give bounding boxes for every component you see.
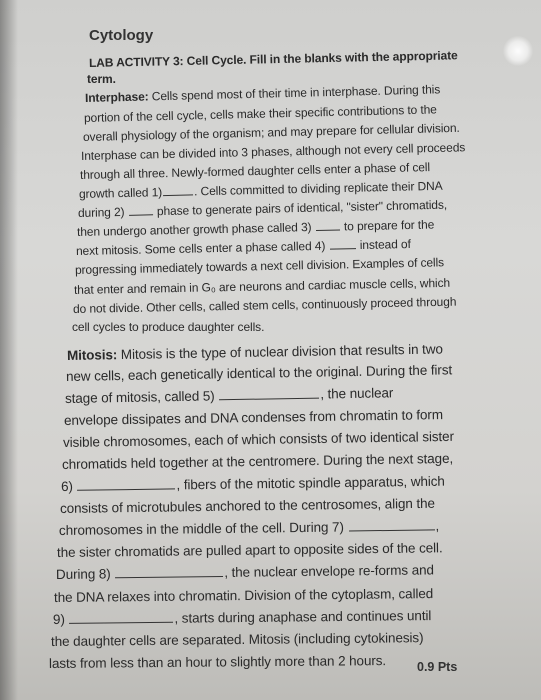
mitosis-line-7	[61, 474, 445, 494]
mitosis-text-10: the sister chromatids are pulled apart to opposite sides of the cell.	[56, 540, 443, 560]
mitosis-text-15: lasts from less than an hour to slightly more than 2 hours.	[48, 653, 387, 671]
blank-1[interactable]	[163, 193, 193, 196]
mitosis-line-10	[57, 540, 443, 560]
blank-5-suffix: , the nuclear	[320, 385, 394, 402]
mitosis-text-6: chromatids held together at the centromere. During the next stage,	[61, 450, 454, 472]
blank-6[interactable]	[78, 487, 176, 490]
mitosis-line-1	[67, 341, 443, 363]
blank-1-suffix: . Cells committed to dividing replicate their DNA	[193, 178, 443, 199]
mitosis-line-2	[66, 362, 452, 384]
activity-heading-cont-text: term.	[87, 72, 116, 86]
activity-heading-text: LAB ACTIVITY 3: Cell Cycle. Fill in the blanks with the appropriate	[88, 48, 458, 70]
mitosis-text-4: envelope dissipates and DNA condenses from chromatin to form	[63, 407, 444, 428]
interphase-line-9	[76, 237, 411, 258]
interphase-text-12: do not divide. Other cells, called stem cells, continuously proceed through	[72, 294, 457, 316]
interphase-line-13	[72, 320, 264, 334]
blank-2-suffix: phase to generate pairs of identical, "sister" chromatids,	[156, 197, 448, 219]
mitosis-text-8: consists of microtubules anchored to the centrosomes, align the	[59, 495, 435, 516]
blank-3[interactable]	[316, 228, 340, 231]
blank-9[interactable]	[69, 621, 173, 624]
interphase-text-13: cell cycles to produce daughter cells.	[72, 320, 265, 334]
blank-4-suffix: instead of	[359, 236, 411, 253]
blank-2[interactable]	[129, 213, 153, 216]
interphase-line-1	[85, 82, 441, 105]
interphase-line-8	[77, 218, 434, 239]
mitosis-text-5: visible chromosomes, each of which consists of two identical sister	[62, 428, 455, 450]
interphase-text-5: through all three. Newly-formed daughter cells enter a phase of cell	[79, 160, 431, 182]
blank-8-prefix: During 8)	[55, 566, 111, 582]
mitosis-line-4	[64, 407, 443, 428]
mitosis-line-5	[63, 429, 454, 450]
blank-8[interactable]	[115, 575, 223, 578]
blank-9-suffix: , starts during anaphase and continues until	[174, 608, 432, 626]
mitosis-line-8	[60, 496, 435, 516]
activity-heading-cont	[87, 72, 116, 86]
interphase-line-7	[78, 198, 447, 220]
interphase-text-1: Cells spend most of their time in interphase. During this	[151, 82, 441, 104]
blank-3-prefix: then undergo another growth phase called 3)	[76, 220, 312, 239]
mitosis-line-13	[53, 608, 431, 627]
interphase-text-10: progressing immediately towards a next cell division. Examples of cells	[74, 255, 445, 277]
mitosis-line-3	[65, 385, 393, 406]
blank-9-prefix: 9)	[52, 611, 65, 627]
blank-2-prefix: during 2)	[77, 204, 125, 220]
interphase-text-2: portion of the cell cycle, cells make their specific contributions to the	[83, 102, 437, 125]
points-label: 0.9 Pts	[417, 660, 458, 674]
blank-4[interactable]	[330, 247, 356, 250]
blank-7[interactable]	[349, 528, 435, 531]
blank-6-prefix: 6)	[60, 478, 73, 494]
mitosis-text-14: the daughter cells are separated. Mitosis (including cytokinesis)	[50, 630, 424, 649]
interphase-line-11	[74, 276, 450, 297]
mitosis-text-1: Mitosis is the type of nuclear division that results in two	[120, 341, 443, 363]
interphase-label: Interphase:	[84, 89, 149, 105]
blank-5[interactable]	[219, 397, 319, 401]
mitosis-line-15	[49, 653, 386, 671]
interphase-line-6	[79, 179, 443, 201]
blank-5-prefix: stage of mitosis, called 5)	[64, 388, 215, 406]
mitosis-label: Mitosis:	[66, 347, 118, 363]
interphase-text-11: that enter and remain in G₀ are neurons and cardiac muscle cells, which	[73, 275, 451, 297]
blank-1-prefix: growth called 1)	[78, 185, 163, 201]
mitosis-line-12	[54, 586, 433, 605]
blank-7-suffix: ,	[435, 518, 440, 534]
page-title: Cytology	[89, 27, 154, 44]
mitosis-line-11	[56, 562, 434, 582]
blank-6-suffix: , fibers of the mitotic spindle apparatus, which	[176, 473, 445, 493]
mitosis-line-9	[59, 518, 439, 538]
interphase-text-3: overall physiology of the organism; and may prepare for cellular division.	[82, 120, 460, 144]
mitosis-text-2: new cells, each genetically identical to the original. During the first	[65, 362, 453, 384]
interphase-line-10	[75, 255, 444, 277]
blank-8-suffix: , the nuclear envelope re-forms and	[224, 562, 434, 580]
interphase-text-4: Interphase can be divided into 3 phases, although not every cell proceeds	[80, 140, 466, 163]
interphase-line-2	[84, 102, 437, 125]
blank-4-prefix: next mitosis. Some cells enter a phase called 4)	[75, 238, 326, 258]
blank-3-suffix: to prepare for the	[343, 217, 435, 234]
activity-heading	[89, 48, 458, 70]
blank-7-prefix: chromosomes in the middle of the cell. During 7)	[58, 519, 344, 538]
mitosis-line-14	[51, 630, 424, 649]
mitosis-text-12: the DNA relaxes into chromatin. Division of the cytoplasm, called	[53, 586, 434, 605]
mitosis-line-6	[62, 451, 453, 472]
interphase-line-3	[83, 121, 460, 144]
interphase-line-5	[80, 160, 430, 182]
interphase-line-12	[73, 295, 457, 316]
